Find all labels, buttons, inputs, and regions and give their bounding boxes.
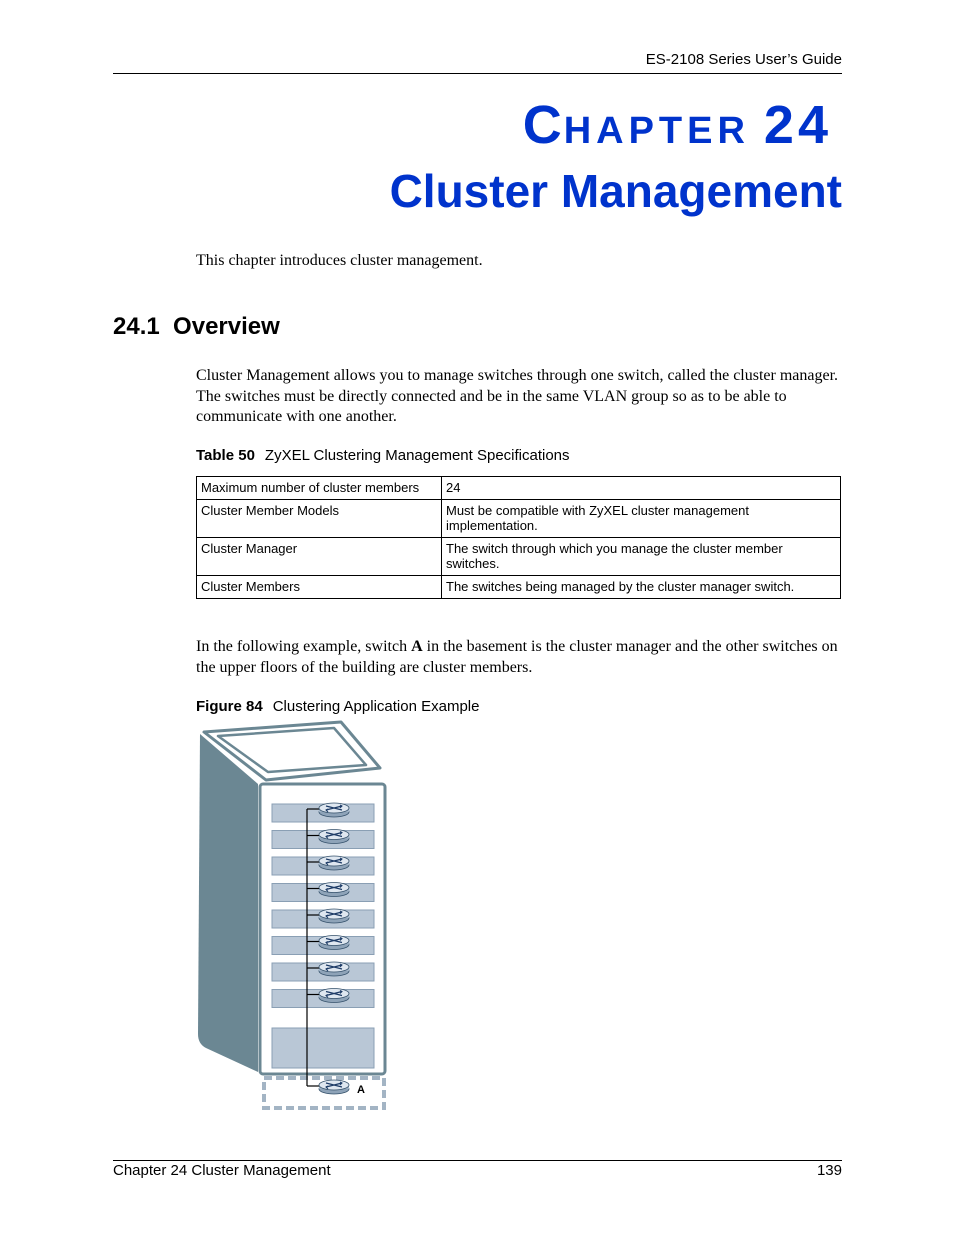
overview-paragraph: Cluster Management allows you to manage switches through one switch, called the cluster manager. The switches must be directly connected and be in the same VLAN group so as to be able to communicate with one another. [196, 367, 839, 425]
example-paragraph [196, 637, 844, 678]
example-text-after: in the basement is the cluster manager and the other switches on the upper floors of the building are cluster members. [196, 638, 838, 676]
building-lobby [272, 1028, 374, 1068]
member-switch-icon [319, 962, 349, 976]
table-cell: Cluster Member Models [197, 500, 442, 538]
table-cell: Cluster Members [197, 576, 442, 599]
intro-text: This chapter introduces cluster management. [196, 252, 483, 269]
building-illustration [196, 718, 396, 1118]
member-switch-icon [319, 830, 349, 844]
section-heading: 24.1 Overview [113, 313, 280, 340]
manager-switch-icon [319, 1080, 349, 1094]
member-switch-icon [319, 883, 349, 897]
table-row [197, 477, 841, 500]
member-switch-icon [319, 989, 349, 1003]
footer-rule [113, 1160, 842, 1161]
spec-table [196, 476, 841, 599]
member-switch-icon [319, 803, 349, 817]
table-caption-text: ZyXEL Clustering Management Specifications [264, 447, 570, 464]
header-rule [113, 73, 842, 74]
example-text-bold: A [411, 638, 423, 655]
cluster-figure [196, 718, 396, 1123]
running-header: ES-2108 Series User’s Guide [645, 51, 842, 68]
table-cell: Must be compatible with ZyXEL cluster management implementation. [442, 500, 841, 538]
chapter-label-rest: HAPTER [563, 110, 750, 152]
chapter-number: 24 [763, 95, 832, 155]
table-cell: Maximum number of cluster members [197, 477, 442, 500]
table-caption-label: Table 50 [196, 447, 255, 464]
table-row [197, 500, 841, 538]
figure-caption-text: Clustering Application Example [272, 698, 480, 715]
table-row [197, 538, 841, 576]
chapter-label [522, 95, 832, 155]
manager-label: A [357, 1084, 365, 1096]
table-caption [196, 447, 570, 464]
figure-caption-label: Figure 84 [196, 698, 263, 715]
building-side-wall [198, 734, 258, 1072]
table-row [197, 576, 841, 599]
example-text-before: In the following example, switch [196, 638, 412, 655]
table-cell: The switches being managed by the cluster manager switch. [442, 576, 841, 599]
table-cell: Cluster Manager [197, 538, 442, 576]
chapter-label-initial: C [522, 95, 564, 155]
table-cell: The switch through which you manage the cluster member switches. [442, 538, 841, 576]
footer-chapter: Chapter 24 Cluster Management [113, 1162, 331, 1179]
page-number: 139 [816, 1162, 842, 1179]
member-switch-icon [319, 909, 349, 923]
chapter-title: Cluster Management [389, 165, 842, 217]
member-switch-icon [319, 856, 349, 870]
member-switch-icon [319, 936, 349, 950]
figure-caption [196, 698, 479, 715]
table-cell: 24 [442, 477, 841, 500]
